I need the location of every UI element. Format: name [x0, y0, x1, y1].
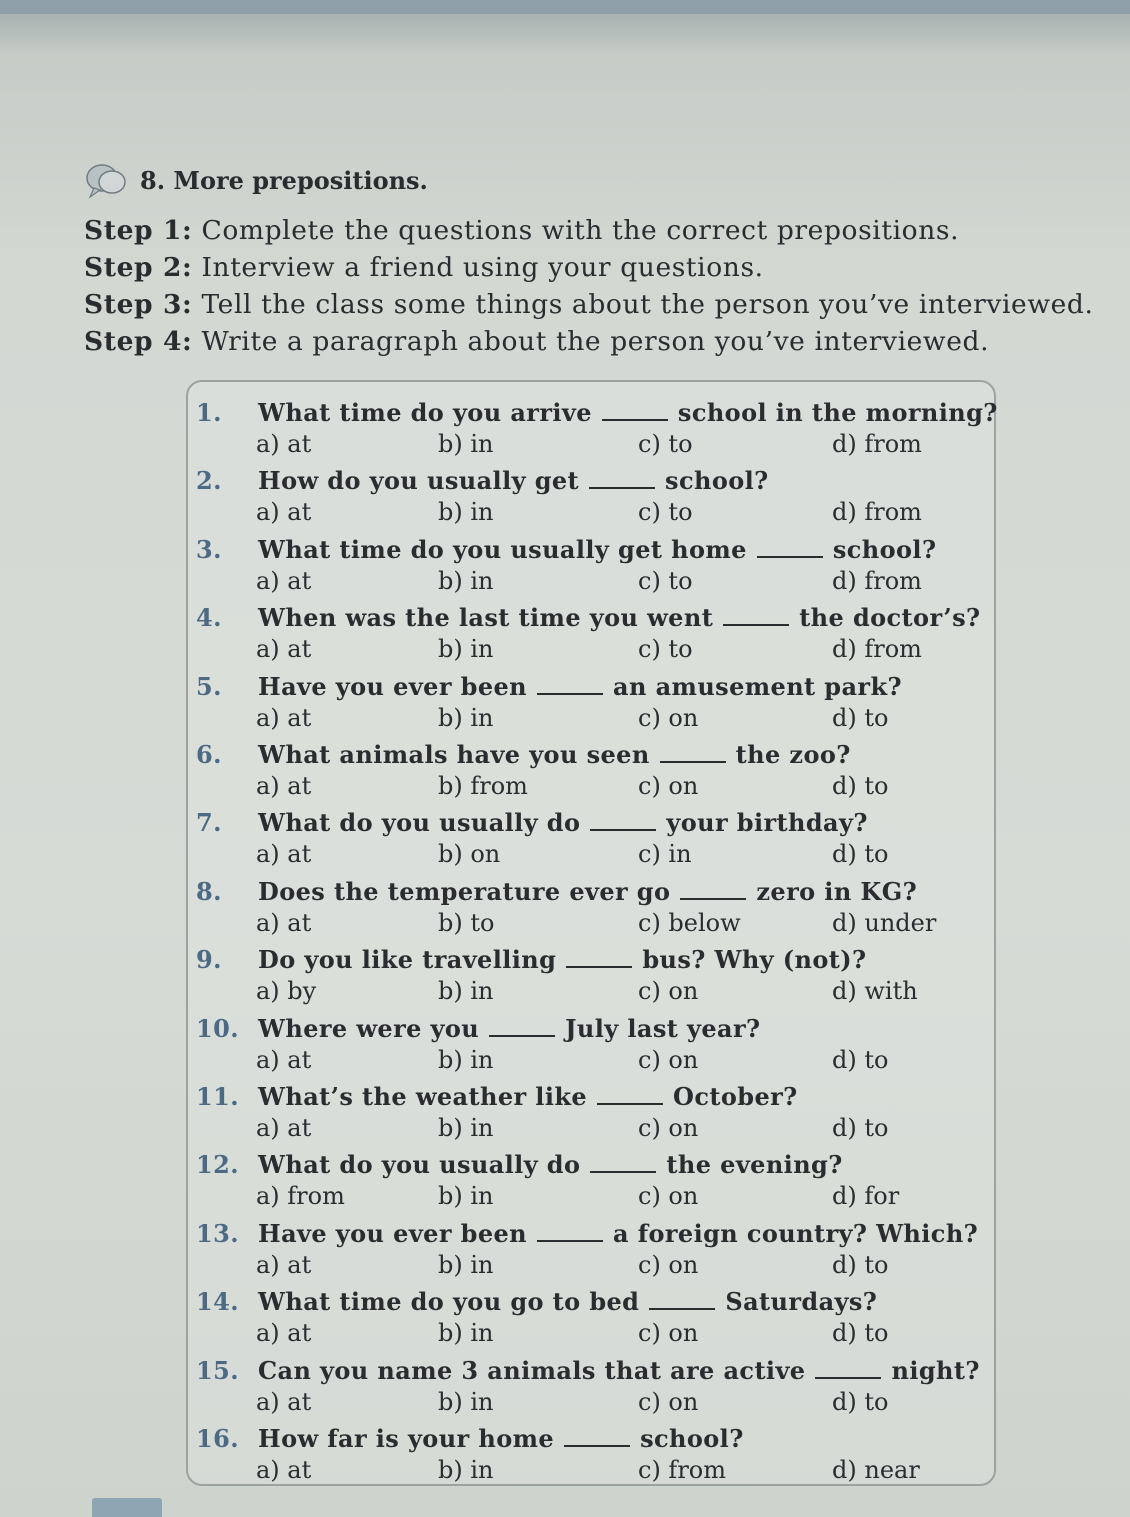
option-b[interactable]: b) on — [438, 840, 501, 869]
answer-blank[interactable] — [564, 1425, 630, 1447]
question-text-after: school? — [832, 534, 937, 564]
option-d[interactable]: d) with — [832, 977, 918, 1006]
option-d[interactable]: d) from — [832, 430, 922, 458]
question-line — [196, 738, 851, 772]
answer-blank[interactable] — [590, 1151, 656, 1173]
answer-options — [256, 975, 976, 1007]
question-text-after: bus? Why (not)? — [642, 945, 867, 975]
question-number: 9. — [196, 945, 222, 975]
option-b[interactable]: b) in — [438, 430, 494, 458]
question-text-before: Have you ever been — [258, 671, 528, 701]
option-b[interactable]: b) in — [438, 1114, 494, 1142]
option-d[interactable]: d) near — [832, 1456, 920, 1484]
question-line — [196, 533, 936, 567]
question-text-before: What time do you arrive — [258, 398, 592, 427]
step-1 — [84, 212, 1124, 249]
option-c[interactable]: c) on — [638, 1319, 699, 1348]
option-b[interactable]: b) to — [438, 908, 495, 937]
question-text-after: school in the morning? — [677, 398, 998, 427]
answer-options — [256, 1249, 976, 1281]
option-d[interactable]: d) from — [832, 566, 922, 595]
question-text-after: night? — [891, 1355, 980, 1385]
answer-blank[interactable] — [537, 1220, 603, 1242]
question-text-after: the evening? — [666, 1150, 843, 1180]
question-number: 12. — [196, 1150, 239, 1180]
answer-blank[interactable] — [566, 946, 632, 968]
question-text-after: Saturdays? — [725, 1287, 878, 1317]
question-text-before: Does the temperature ever go — [258, 876, 671, 906]
question-item — [188, 601, 994, 669]
question-item — [188, 464, 994, 532]
answer-options — [256, 428, 976, 460]
answer-blank[interactable] — [590, 809, 656, 831]
question-line — [196, 1285, 877, 1319]
option-d[interactable]: d) from — [832, 498, 922, 527]
option-c[interactable]: c) to — [638, 430, 693, 458]
question-text-after: an amusement park? — [613, 671, 902, 701]
option-d[interactable]: d) to — [832, 772, 889, 800]
option-b[interactable]: b) in — [438, 703, 494, 732]
question-line — [196, 1148, 843, 1182]
answer-options — [256, 1044, 976, 1076]
question-text-before: Have you ever been — [258, 1218, 528, 1248]
answer-blank[interactable] — [680, 878, 746, 900]
answer-blank[interactable] — [815, 1357, 881, 1379]
question-text-before: Where were you — [258, 1013, 480, 1043]
option-c[interactable]: c) on — [638, 1387, 699, 1416]
question-item — [188, 533, 994, 601]
question-text-before: How far is your home — [258, 1424, 555, 1453]
option-b[interactable]: b) in — [438, 635, 494, 664]
question-item — [188, 1080, 994, 1148]
question-text-before: What do you usually do — [258, 808, 581, 838]
question-number: 8. — [196, 876, 222, 906]
question-text-before: How do you usually get — [258, 466, 580, 496]
question-number: 5. — [196, 671, 222, 701]
answer-blank[interactable] — [723, 604, 789, 626]
answer-options — [256, 1317, 976, 1349]
question-text-after: July last year? — [565, 1013, 761, 1043]
option-b[interactable]: b) in — [438, 977, 494, 1006]
question-number: 3. — [196, 534, 222, 564]
page-top-edge — [0, 0, 1130, 14]
question-text-after: October? — [673, 1082, 798, 1111]
question-number: 16. — [196, 1424, 239, 1453]
answer-options — [256, 1386, 976, 1418]
answer-blank[interactable] — [489, 1015, 555, 1037]
option-c[interactable]: c) below — [638, 908, 741, 937]
question-number: 2. — [196, 466, 222, 496]
answer-blank[interactable] — [649, 1288, 715, 1310]
option-b[interactable]: b) in — [438, 1387, 494, 1416]
option-d[interactable]: d) to — [832, 1114, 889, 1142]
answer-options — [256, 1112, 976, 1144]
option-d[interactable]: d) to — [832, 1387, 889, 1416]
option-c[interactable]: c) from — [638, 1456, 726, 1484]
question-item — [188, 1148, 994, 1216]
option-c[interactable]: c) on — [638, 1114, 699, 1142]
option-a[interactable]: a) at — [256, 772, 312, 800]
option-d[interactable]: d) for — [832, 1182, 900, 1211]
answer-options — [256, 496, 976, 528]
speech-bubbles-icon — [84, 160, 128, 200]
question-text-after: zero in KG? — [756, 876, 918, 906]
question-item — [188, 670, 994, 738]
question-text-after: your birthday? — [666, 808, 868, 838]
question-item — [188, 1422, 994, 1490]
option-a[interactable]: a) at — [256, 635, 312, 664]
question-item — [188, 396, 998, 464]
option-b[interactable]: b) in — [438, 498, 494, 527]
question-number: 10. — [196, 1013, 239, 1043]
option-c[interactable]: c) on — [638, 703, 699, 732]
option-a[interactable]: a) at — [256, 840, 312, 869]
question-number: 1. — [196, 398, 222, 427]
option-b[interactable]: b) in — [438, 1182, 494, 1211]
answer-blank[interactable] — [660, 741, 726, 763]
step-label: Step 3: — [84, 289, 193, 320]
question-text-before: When was the last time you went — [258, 603, 714, 633]
question-line — [196, 875, 917, 909]
question-item — [188, 1285, 994, 1353]
answer-options — [256, 907, 976, 939]
option-a[interactable]: a) at — [256, 1250, 312, 1279]
option-a[interactable]: a) at — [256, 1319, 312, 1348]
instructions — [84, 212, 1124, 360]
option-d[interactable]: d) to — [832, 840, 889, 869]
option-a[interactable]: a) at — [256, 1387, 312, 1416]
question-number: 4. — [196, 603, 222, 633]
step-2 — [84, 249, 1124, 286]
option-a[interactable]: a) by — [256, 977, 317, 1006]
answer-blank[interactable] — [602, 399, 668, 421]
option-a[interactable]: a) at — [256, 566, 312, 595]
question-item — [188, 1354, 994, 1422]
question-text-after: school? — [665, 466, 769, 496]
question-text-after: a foreign country? Which? — [613, 1218, 979, 1248]
question-item — [188, 1217, 994, 1285]
step-text: Interview a friend using your questions. — [201, 252, 764, 283]
option-a[interactable]: a) at — [256, 703, 312, 732]
step-3 — [84, 286, 1124, 323]
option-c[interactable]: c) on — [638, 1182, 699, 1211]
question-number: 15. — [196, 1355, 239, 1385]
option-d[interactable]: d) to — [832, 1250, 889, 1279]
question-line — [196, 601, 981, 635]
question-item — [188, 875, 994, 943]
question-line — [196, 1080, 798, 1114]
question-line — [196, 670, 902, 704]
question-number: 13. — [196, 1218, 239, 1248]
question-text-before: What do you usually do — [258, 1150, 581, 1180]
option-b[interactable]: b) from — [438, 772, 528, 800]
question-number: 11. — [196, 1082, 239, 1111]
step-label: Step 2: — [84, 252, 193, 283]
question-text-before: What time do you usually get home — [258, 534, 747, 564]
option-c[interactable]: c) on — [638, 977, 699, 1006]
option-c[interactable]: c) to — [638, 635, 693, 664]
answer-blank[interactable] — [757, 536, 823, 558]
option-a[interactable]: a) at — [256, 1456, 312, 1484]
question-number: 14. — [196, 1287, 239, 1317]
answer-options — [256, 1180, 976, 1212]
question-line — [196, 396, 998, 430]
question-line — [196, 1012, 760, 1046]
option-c[interactable]: c) to — [638, 566, 693, 595]
question-item — [188, 806, 994, 874]
option-c[interactable]: c) on — [638, 772, 699, 800]
answer-options — [256, 565, 976, 597]
option-d[interactable]: d) to — [832, 1045, 889, 1074]
question-text-before: What animals have you seen — [258, 740, 650, 769]
option-b[interactable]: b) in — [438, 1045, 494, 1074]
option-a[interactable]: a) at — [256, 498, 312, 527]
answer-options — [256, 770, 976, 802]
step-4 — [84, 323, 1124, 360]
option-d[interactable]: d) under — [832, 908, 937, 937]
option-b[interactable]: b) in — [438, 1456, 494, 1484]
option-b[interactable]: b) in — [438, 1250, 494, 1279]
question-line — [196, 806, 868, 840]
option-d[interactable]: d) to — [832, 1319, 889, 1348]
option-a[interactable]: a) at — [256, 1045, 312, 1074]
page-tab-marker — [92, 1498, 162, 1517]
question-line — [196, 464, 769, 498]
question-number: 6. — [196, 740, 222, 769]
option-d[interactable]: d) from — [832, 635, 922, 664]
question-text-before: What’s the weather like — [258, 1082, 588, 1111]
question-line — [196, 1354, 980, 1388]
option-c[interactable]: c) in — [638, 840, 692, 869]
answer-options — [256, 702, 976, 734]
question-text-after: the zoo? — [735, 740, 851, 769]
step-label: Step 1: — [84, 215, 193, 246]
answer-options — [256, 1454, 976, 1486]
question-item — [188, 1012, 994, 1080]
question-box — [186, 380, 996, 1486]
option-b[interactable]: b) in — [438, 1319, 494, 1348]
question-text-before: Do you like travelling — [258, 945, 557, 975]
step-text: Tell the class some things about the person you’ve interviewed. — [201, 289, 1094, 320]
question-number: 7. — [196, 808, 222, 838]
question-text-after: the doctor’s? — [799, 603, 981, 633]
option-b[interactable]: b) in — [438, 566, 494, 595]
answer-blank[interactable] — [597, 1083, 663, 1105]
answer-options — [256, 838, 976, 870]
step-text: Complete the questions with the correct prepositions. — [201, 215, 960, 246]
step-label: Step 4: — [84, 326, 193, 357]
option-a[interactable]: a) from — [256, 1182, 345, 1211]
option-a[interactable]: a) at — [256, 430, 312, 458]
exercise-title: 8. More prepositions. — [140, 166, 428, 195]
question-line — [196, 1422, 744, 1456]
step-text: Write a paragraph about the person you’ve interviewed. — [201, 326, 990, 357]
option-c[interactable]: c) on — [638, 1250, 699, 1279]
answer-blank[interactable] — [589, 467, 655, 489]
question-text-before: Can you name 3 animals that are active — [258, 1355, 806, 1385]
page-shadow — [0, 14, 1130, 54]
option-c[interactable]: c) on — [638, 1045, 699, 1074]
question-text-before: What time do you go to bed — [258, 1287, 640, 1317]
answer-options — [256, 633, 976, 665]
option-c[interactable]: c) to — [638, 498, 693, 527]
option-a[interactable]: a) at — [256, 1114, 312, 1142]
answer-blank[interactable] — [537, 673, 603, 695]
option-d[interactable]: d) to — [832, 703, 889, 732]
question-item — [188, 943, 994, 1011]
question-text-after: school? — [640, 1424, 744, 1453]
question-line — [196, 943, 867, 977]
question-item — [188, 738, 994, 806]
option-a[interactable]: a) at — [256, 908, 312, 937]
question-line — [196, 1217, 978, 1251]
